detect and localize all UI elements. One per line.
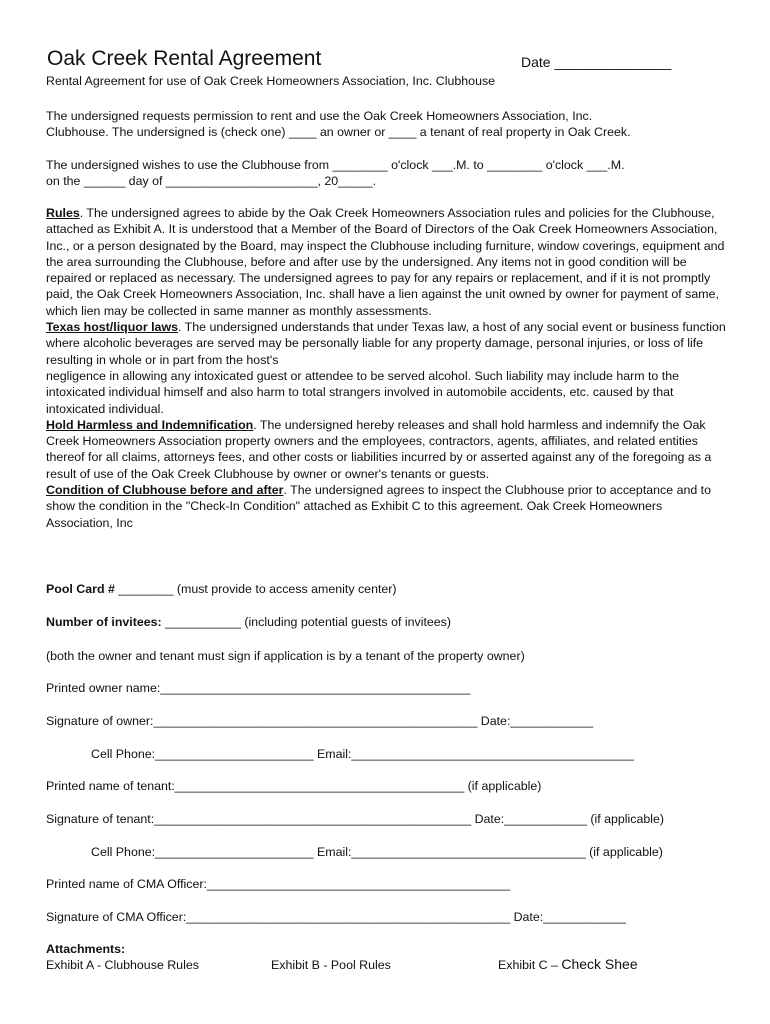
hold-harmless-section bbox=[46, 417, 726, 482]
schedule-line-2: on the ______ day of ______________________, 20_____. bbox=[46, 174, 377, 188]
tenant-name-field: Printed name of tenant:__________________________________________ (if applicable) bbox=[46, 779, 542, 793]
page-title: Oak Creek Rental Agreement bbox=[47, 47, 322, 70]
tenant-signature-field: Signature of tenant:______________________________________________ Date:____________ (if applicable) bbox=[46, 812, 665, 826]
texas-section-continued: negligence in allowing any intoxicated guest or attendee to be served alcohol. Such liability may include harm to the intoxicated individual himself and also harm to total strangers involved in automobile accidents, etc. caused by that intoxicated individual. bbox=[46, 368, 679, 416]
schedule-line-1: The undersigned wishes to use the Clubhouse from ________ o'clock ___.M. to ________ o'clock ___.M. bbox=[46, 158, 625, 172]
cma-signature-field: Signature of CMA Officer:_______________________________________________ Date:____________ bbox=[46, 910, 626, 924]
invitees-rest: ___________ (including potential guests of invitees) bbox=[161, 615, 451, 629]
invitees-field bbox=[46, 614, 451, 630]
condition-section bbox=[46, 482, 726, 531]
hold-harmless-body: . The undersigned hereby releases and shall hold harmless and indemnify the Oak Creek Homeowners Association property owners and the employees, contractors, agents, affiliates, and related entities thereof for all claims, attorneys fees, and other costs or liabilities incurred by or asserted against any of the foregoing as a result of use of the Oak Creek Clubhouse by owner or owner's tenants or guests. bbox=[46, 417, 712, 481]
exhibit-c bbox=[498, 956, 638, 972]
owner-contact-field: Cell Phone:_______________________ Email:_________________________________________ bbox=[91, 747, 634, 761]
exhibit-c-suffix: Check Shee bbox=[561, 956, 638, 972]
owner-signature-field: Signature of owner:_______________________________________________ Date:____________ bbox=[46, 714, 594, 728]
exhibit-b: Exhibit B - Pool Rules bbox=[271, 958, 391, 972]
hold-harmless-heading: Hold Harmless and Indemnification bbox=[46, 417, 254, 432]
subtitle: Rental Agreement for use of Oak Creek Homeowners Association, Inc. Clubhouse bbox=[46, 74, 496, 88]
texas-body: . The undersigned understands that under Texas law, a host of any social event or business function where alcoholic beverages are served may be personally liable for any property damage, personal injuries, or loss of life resulting in whole or in part from the host's bbox=[46, 320, 726, 367]
invitees-label: Number of invitees: bbox=[46, 615, 162, 629]
date-field: Date _______________ bbox=[521, 54, 672, 70]
attachments-heading: Attachments: bbox=[46, 942, 126, 956]
exhibit-a: Exhibit A - Clubhouse Rules bbox=[46, 958, 199, 972]
rules-heading: Rules bbox=[46, 206, 80, 220]
signing-note: (both the owner and tenant must sign if application is by a tenant of the property owner) bbox=[46, 649, 525, 663]
tenant-contact-field: Cell Phone:_______________________ Email:__________________________________ (if applicable) bbox=[91, 845, 663, 859]
exhibit-c-prefix: Exhibit C – bbox=[498, 958, 562, 972]
cma-name-field: Printed name of CMA Officer:____________________________________________ bbox=[46, 877, 511, 891]
texas-section bbox=[46, 319, 726, 368]
pool-card-label: Pool Card # bbox=[46, 582, 115, 596]
terms-block bbox=[46, 205, 726, 531]
owner-name-field: Printed owner name:_____________________________________________ bbox=[46, 681, 471, 695]
intro-line-2: Clubhouse. The undersigned is (check one) ____ an owner or ____ a tenant of real property in Oak Creek. bbox=[46, 125, 631, 139]
rules-section bbox=[46, 205, 726, 319]
rules-body: . The undersigned agrees to abide by the Oak Creek Homeowners Association rules and policies for the Clubhouse, attached as Exhibit A. It is understood that a Member of the Board of Directors of the Oak Creek Homeowners Association, Inc., or a person designated by the Board, may inspect the Clubhouse including furniture, window coverings, equipment and the area surrounding the Clubhouse, before and after use by the undersigned. Any items not in good condition will be repaired or replaced as necessary. The undersigned agrees to pay for any repairs or replacement, and if it is not promptly paid, the Oak Creek Homeowners Association, Inc. shall have a lien against the unit owned by owner for payment of same, which lien may be collected in same manner as monthly assessments. bbox=[46, 206, 725, 318]
pool-card-field bbox=[46, 581, 397, 597]
condition-body: . The undersigned agrees to inspect the Clubhouse prior to acceptance and to show the condition in the "Check-In Condition" attached as Exhibit C to this agreement. Oak Creek Homeowners Association, Inc bbox=[46, 483, 712, 530]
condition-heading: Condition of Clubhouse before and after bbox=[46, 483, 284, 498]
intro-line-1: The undersigned requests permission to rent and use the Oak Creek Homeowners Association, Inc. bbox=[46, 109, 593, 123]
texas-heading: Texas host/liquor laws bbox=[46, 320, 178, 335]
pool-card-rest: ________ (must provide to access amenity center) bbox=[114, 582, 397, 596]
